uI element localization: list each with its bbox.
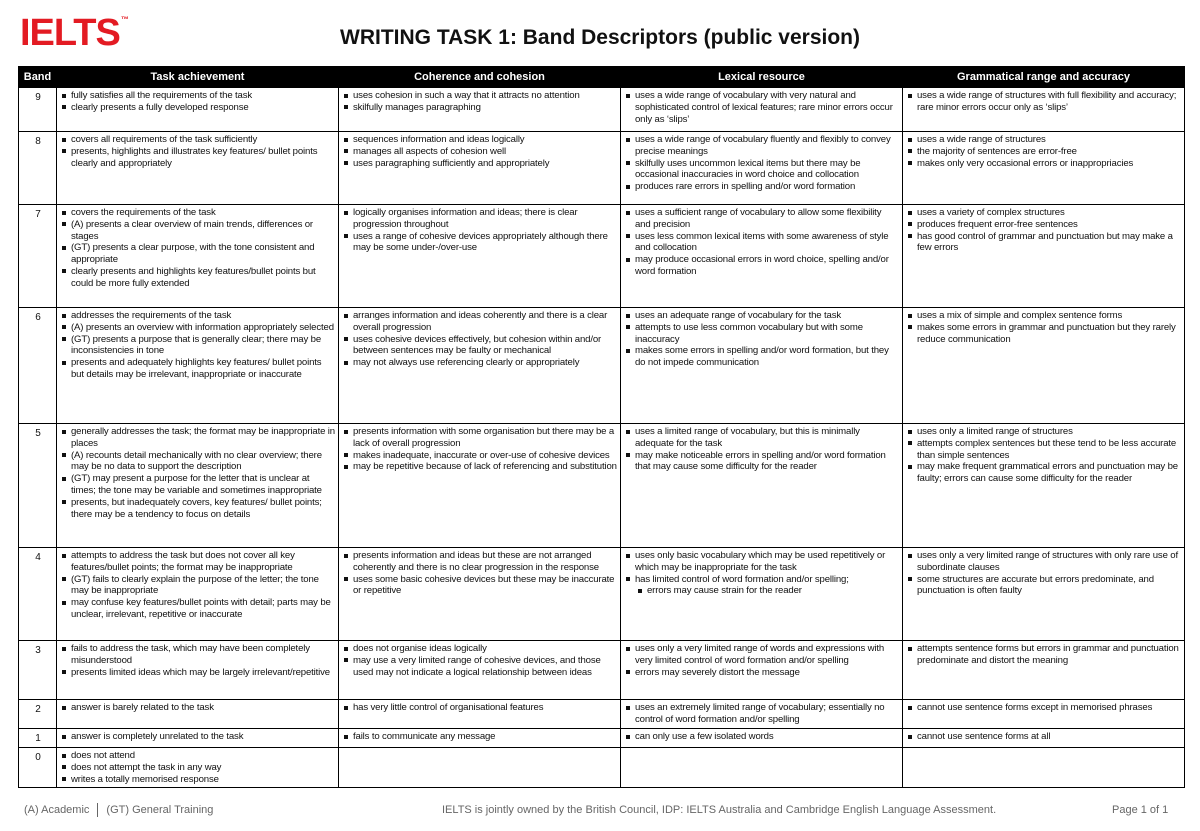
descriptor-cell-lexical xyxy=(621,700,903,729)
descriptor-item: (GT) presents a purpose that is generally clear; there may be inconsistencies in tone xyxy=(71,334,335,358)
descriptor-cell-coherence xyxy=(339,641,621,700)
descriptor-item: may be repetitive because of lack of referencing and substitution xyxy=(353,461,617,473)
table-row xyxy=(19,424,1185,548)
descriptor-cell-coherence xyxy=(339,424,621,548)
descriptor-item: does not organise ideas logically xyxy=(353,643,617,655)
descriptor-item: clearly presents and highlights key features/bullet points but could be more fully extended xyxy=(71,266,335,290)
descriptor-item: (GT) presents a clear purpose, with the tone consistent and appropriate xyxy=(71,242,335,266)
descriptor-item: (A) presents an overview with information appropriately selected xyxy=(71,321,334,333)
descriptor-list xyxy=(343,643,617,678)
descriptor-cell-grammar xyxy=(903,88,1185,132)
descriptor-list xyxy=(625,90,899,125)
descriptor-cell-coherence xyxy=(339,748,621,788)
column-header-band: Band xyxy=(19,67,57,88)
descriptor-item: fails to communicate any message xyxy=(353,731,617,743)
descriptor-item: uses a wide range of vocabulary with very natural and sophisticated control of lexical features; rare minor errors occur only as ‘slips’ xyxy=(635,90,899,125)
band-score: 8 xyxy=(19,132,57,205)
descriptor-cell-lexical xyxy=(621,748,903,788)
band-score: 2 xyxy=(19,700,57,729)
descriptor-item: uses paragraphing sufficiently and appropriately xyxy=(353,158,617,170)
descriptor-item: has very little control of organisational features xyxy=(353,702,617,714)
descriptor-subitem: errors may cause strain for the reader xyxy=(647,585,899,597)
descriptor-item: answer is completely unrelated to the task xyxy=(71,731,335,743)
band-score: 3 xyxy=(19,641,57,700)
descriptor-item: manages all aspects of cohesion well xyxy=(353,146,617,158)
table-row xyxy=(19,308,1185,424)
descriptor-cell-coherence xyxy=(339,548,621,641)
descriptor-list xyxy=(61,550,335,621)
descriptor-item: uses some basic cohesive devices but these may be inaccurate or repetitive xyxy=(353,574,617,598)
table-row xyxy=(19,729,1185,748)
band-score: 0 xyxy=(19,748,57,788)
descriptor-cell-task xyxy=(57,88,339,132)
descriptor-cell-grammar xyxy=(903,132,1185,205)
descriptor-cell-task xyxy=(57,424,339,548)
descriptor-list xyxy=(343,90,617,114)
descriptor-item: sequences information and ideas logically xyxy=(353,134,617,146)
descriptor-item: produces frequent error-free sentences xyxy=(917,219,1181,231)
table-row xyxy=(19,88,1185,132)
descriptor-item: covers the requirements of the task xyxy=(71,207,335,219)
descriptor-item: uses an adequate range of vocabulary for the task xyxy=(635,310,899,322)
descriptor-item: may make frequent grammatical errors and punctuation may be faulty; errors can cause some difficulty for the reader xyxy=(917,461,1181,485)
descriptor-item: makes inadequate, inaccurate or over-use of cohesive devices xyxy=(353,450,617,462)
page-title: WRITING TASK 1: Band Descriptors (public version) xyxy=(340,26,860,49)
footer-divider xyxy=(97,803,98,817)
descriptor-cell-grammar xyxy=(903,729,1185,748)
descriptor-list xyxy=(61,426,335,520)
table-row xyxy=(19,641,1185,700)
descriptor-item: uses a sufficient range of vocabulary to allow some flexibility and precision xyxy=(635,207,899,231)
descriptor-item: generally addresses the task; the format may be inappropriate in places xyxy=(71,426,335,449)
descriptor-item: attempts sentence forms but errors in grammar and punctuation predominate and distort the meaning xyxy=(917,643,1181,667)
footer-academic: (A) Academic xyxy=(24,804,90,816)
descriptor-list xyxy=(907,310,1181,345)
descriptor-item: presents limited ideas which may be largely irrelevant/repetitive xyxy=(71,667,335,679)
descriptor-item: attempts to use less common vocabulary but with some inaccuracy xyxy=(635,322,899,346)
descriptor-cell-task xyxy=(57,641,339,700)
descriptor-item: (A) presents a clear overview of main trends, differences or stages xyxy=(71,219,335,243)
table-row xyxy=(19,205,1185,308)
descriptor-item: makes only very occasional errors or inappropriacies xyxy=(917,158,1181,170)
descriptor-item: skilfully uses uncommon lexical items but there may be occasional inaccuracies in word choice and collocation xyxy=(635,158,899,182)
band-score: 1 xyxy=(19,729,57,748)
descriptor-item: writes a totally memorised response xyxy=(71,774,335,786)
descriptor-item: does not attend xyxy=(71,750,335,762)
descriptor-item: uses a wide range of structures with full flexibility and accuracy; rare minor errors occur only as ‘slips’ xyxy=(917,90,1181,114)
descriptor-cell-grammar xyxy=(903,641,1185,700)
descriptor-item: covers all requirements of the task sufficiently xyxy=(71,134,335,146)
table-row xyxy=(19,132,1185,205)
table-row xyxy=(19,548,1185,641)
descriptor-list xyxy=(625,134,899,193)
descriptor-item: clearly presents a fully developed response xyxy=(71,102,335,114)
descriptor-item: can only use a few isolated words xyxy=(635,731,899,743)
descriptor-item: errors may severely distort the message xyxy=(635,667,899,679)
descriptor-item: the majority of sentences are error-free xyxy=(917,146,1181,158)
column-header-grammar: Grammatical range and accuracy xyxy=(903,67,1185,88)
descriptor-item: uses only a very limited range of structures with only rare use of subordinate clauses xyxy=(917,550,1181,574)
table-header-row xyxy=(19,67,1185,88)
descriptor-list xyxy=(907,426,1181,485)
descriptor-item: makes some errors in grammar and punctuation but they rarely reduce communication xyxy=(917,322,1181,346)
descriptor-item: fails to address the task, which may have been completely misunderstood xyxy=(71,643,335,667)
descriptor-cell-grammar xyxy=(903,205,1185,308)
descriptor-list xyxy=(907,207,1181,254)
descriptor-cell-coherence xyxy=(339,700,621,729)
band-score: 4 xyxy=(19,548,57,641)
descriptor-item: skilfully manages paragraphing xyxy=(353,102,617,114)
descriptor-cell-lexical xyxy=(621,308,903,424)
descriptor-item: may use a very limited range of cohesive devices, and those used may not indicate a logical relationship between ideas xyxy=(353,655,617,679)
descriptor-list xyxy=(343,426,617,473)
descriptor-item: may not always use referencing clearly or appropriately xyxy=(353,357,617,369)
descriptor-cell-coherence xyxy=(339,729,621,748)
descriptor-item: makes some errors in spelling and/or word formation, but they do not impede communication xyxy=(635,345,899,369)
descriptor-list xyxy=(61,750,335,785)
descriptor-item: uses only a limited range of structures xyxy=(917,426,1181,438)
descriptor-item: does not attempt the task in any way xyxy=(71,762,335,774)
descriptor-cell-grammar xyxy=(903,548,1185,641)
descriptor-item: uses only a very limited range of words and expressions with very limited control of word formation and/or spelling xyxy=(635,643,899,667)
descriptor-list xyxy=(625,310,899,369)
descriptor-cell-lexical xyxy=(621,88,903,132)
descriptor-list xyxy=(343,134,617,169)
descriptor-item: has limited control of word formation and/or spelling; xyxy=(635,574,899,586)
descriptor-item: uses less common lexical items with some awareness of style and collocation xyxy=(635,231,899,255)
descriptor-cell-grammar xyxy=(903,748,1185,788)
column-header-coherence: Coherence and cohesion xyxy=(339,67,621,88)
descriptor-list xyxy=(343,310,617,369)
descriptor-item: cannot use sentence forms except in memorised phrases xyxy=(917,702,1181,714)
descriptor-item: presents information with some organisation but there may be a lack of overall progression xyxy=(353,426,617,450)
band-score: 6 xyxy=(19,308,57,424)
descriptor-item: attempts to address the task but does not cover all key features/bullet points; the format may be inappropriate xyxy=(71,550,335,574)
descriptor-item: (GT) fails to clearly explain the purpose of the letter; the tone may be inappropriate xyxy=(71,574,335,598)
descriptor-item: has good control of grammar and punctuation but may make a few errors xyxy=(917,231,1181,255)
descriptor-item: presents, but inadequately covers, key features/ bullet points; there may be a tendency to focus on details xyxy=(71,497,335,521)
descriptor-cell-task xyxy=(57,729,339,748)
logo-text: IELTS xyxy=(20,12,120,54)
band-score: 9 xyxy=(19,88,57,132)
footer-ownership: IELTS is jointly owned by the British Council, IDP: IELTS Australia and Cambridge English Language Assessment. xyxy=(442,804,997,816)
band-descriptors-table xyxy=(18,66,1185,788)
column-header-lexical: Lexical resource xyxy=(621,67,903,88)
descriptor-item: produces rare errors in spelling and/or word formation xyxy=(635,181,899,193)
descriptor-item: uses a wide range of structures xyxy=(917,134,1181,146)
descriptor-cell-coherence xyxy=(339,205,621,308)
descriptor-list xyxy=(907,90,1181,114)
descriptor-cell-grammar xyxy=(903,308,1185,424)
band-score: 5 xyxy=(19,424,57,548)
descriptor-item: uses cohesion in such a way that it attracts no attention xyxy=(353,90,617,102)
descriptor-item: logically organises information and ideas; there is clear progression throughout xyxy=(353,207,617,231)
descriptor-list xyxy=(343,207,617,254)
descriptor-cell-lexical xyxy=(621,205,903,308)
footer-page-number: Page 1 of 1 xyxy=(1112,804,1169,816)
descriptor-list xyxy=(907,550,1181,597)
descriptor-item: (GT) may present a purpose for the letter that is unclear at times; the tone may be variable and sometimes inappropriate xyxy=(71,473,335,497)
descriptor-list xyxy=(907,731,1181,743)
descriptor-list xyxy=(625,702,899,726)
column-header-task-achievement: Task achievement xyxy=(57,67,339,88)
descriptor-list xyxy=(907,134,1181,169)
descriptor-item: cannot use sentence forms at all xyxy=(917,731,1181,743)
footer-legend xyxy=(24,803,213,817)
descriptor-cell-task xyxy=(57,132,339,205)
descriptor-list xyxy=(625,207,899,278)
descriptor-list xyxy=(907,702,1181,714)
descriptor-list xyxy=(61,134,335,169)
descriptor-item: uses a mix of simple and complex sentence forms xyxy=(917,310,1181,322)
descriptor-item: may make noticeable errors in spelling and/or word formation that may cause some difficulty for the reader xyxy=(635,450,899,474)
descriptor-cell-lexical xyxy=(621,548,903,641)
descriptor-cell-lexical xyxy=(621,729,903,748)
descriptor-list xyxy=(61,207,335,290)
descriptor-item: may confuse key features/bullet points with detail; parts may be unclear, irrelevant, repetitive or inaccurate xyxy=(71,597,335,621)
descriptor-list xyxy=(61,702,335,714)
descriptor-item: addresses the requirements of the task xyxy=(71,310,335,322)
descriptor-list xyxy=(343,731,617,743)
descriptor-item: uses a variety of complex structures xyxy=(917,207,1181,219)
descriptor-item: uses only basic vocabulary which may be used repetitively or which may be inappropriate for the task xyxy=(635,550,899,574)
descriptor-list xyxy=(343,550,617,597)
descriptor-cell-grammar xyxy=(903,424,1185,548)
trademark-mark: ™ xyxy=(120,15,128,24)
descriptor-item: uses a range of cohesive devices appropriately although there may be some under-/over-use xyxy=(353,231,617,255)
descriptor-item: (A) recounts detail mechanically with no clear overview; there may be no data to support the description xyxy=(71,450,335,474)
descriptor-item: uses a limited range of vocabulary, but this is minimally adequate for the task xyxy=(635,426,899,450)
descriptor-item: uses an extremely limited range of vocabulary; essentially no control of word formation and/or spelling xyxy=(635,702,899,726)
descriptor-cell-task xyxy=(57,748,339,788)
descriptor-list xyxy=(907,643,1181,667)
descriptor-item: presents information and ideas but these are not arranged coherently and there is no clear progression in the response xyxy=(353,550,617,574)
descriptor-list xyxy=(625,731,899,743)
table-row xyxy=(19,748,1185,788)
descriptor-list xyxy=(343,702,617,714)
table-row xyxy=(19,700,1185,729)
descriptor-cell-task xyxy=(57,205,339,308)
descriptor-list xyxy=(625,550,899,597)
band-score: 7 xyxy=(19,205,57,308)
footer-general-training: (GT) General Training xyxy=(106,804,214,816)
descriptor-cell-coherence xyxy=(339,88,621,132)
descriptor-cell-lexical xyxy=(621,132,903,205)
descriptor-item: arranges information and ideas coherently and there is a clear overall progression xyxy=(353,310,617,334)
descriptor-item: uses a wide range of vocabulary fluently and flexibly to convey precise meanings xyxy=(635,134,899,158)
descriptor-cell-coherence xyxy=(339,308,621,424)
descriptor-list xyxy=(61,90,335,114)
descriptor-item: attempts complex sentences but these tend to be less accurate than simple sentences xyxy=(917,438,1181,462)
descriptor-cell-lexical xyxy=(621,424,903,548)
table-body xyxy=(19,88,1185,788)
descriptor-cell-coherence xyxy=(339,132,621,205)
descriptor-item: presents, highlights and illustrates key features/ bullet points clearly and appropriately xyxy=(71,146,335,170)
descriptor-list xyxy=(61,310,335,381)
descriptor-item: uses cohesive devices effectively, but cohesion within and/or between sentences may be faulty or mechanical xyxy=(353,334,617,358)
descriptor-item: fully satisfies all the requirements of the task xyxy=(71,90,335,102)
descriptor-list xyxy=(61,731,335,743)
descriptor-item: presents and adequately highlights key features/ bullet points but details may be irrelevant, inappropriate or inaccurate xyxy=(71,357,335,381)
descriptor-list xyxy=(625,643,899,678)
descriptor-cell-task xyxy=(57,548,339,641)
descriptor-cell-task xyxy=(57,308,339,424)
descriptor-cell-lexical xyxy=(621,641,903,700)
descriptor-item: may produce occasional errors in word choice, spelling and/or word formation xyxy=(635,254,899,278)
descriptor-cell-task xyxy=(57,700,339,729)
descriptor-list xyxy=(61,643,335,678)
descriptor-item: answer is barely related to the task xyxy=(71,702,335,714)
descriptor-list xyxy=(625,426,899,473)
descriptor-item: some structures are accurate but errors predominate, and punctuation is often faulty xyxy=(917,574,1181,598)
descriptor-cell-grammar xyxy=(903,700,1185,729)
